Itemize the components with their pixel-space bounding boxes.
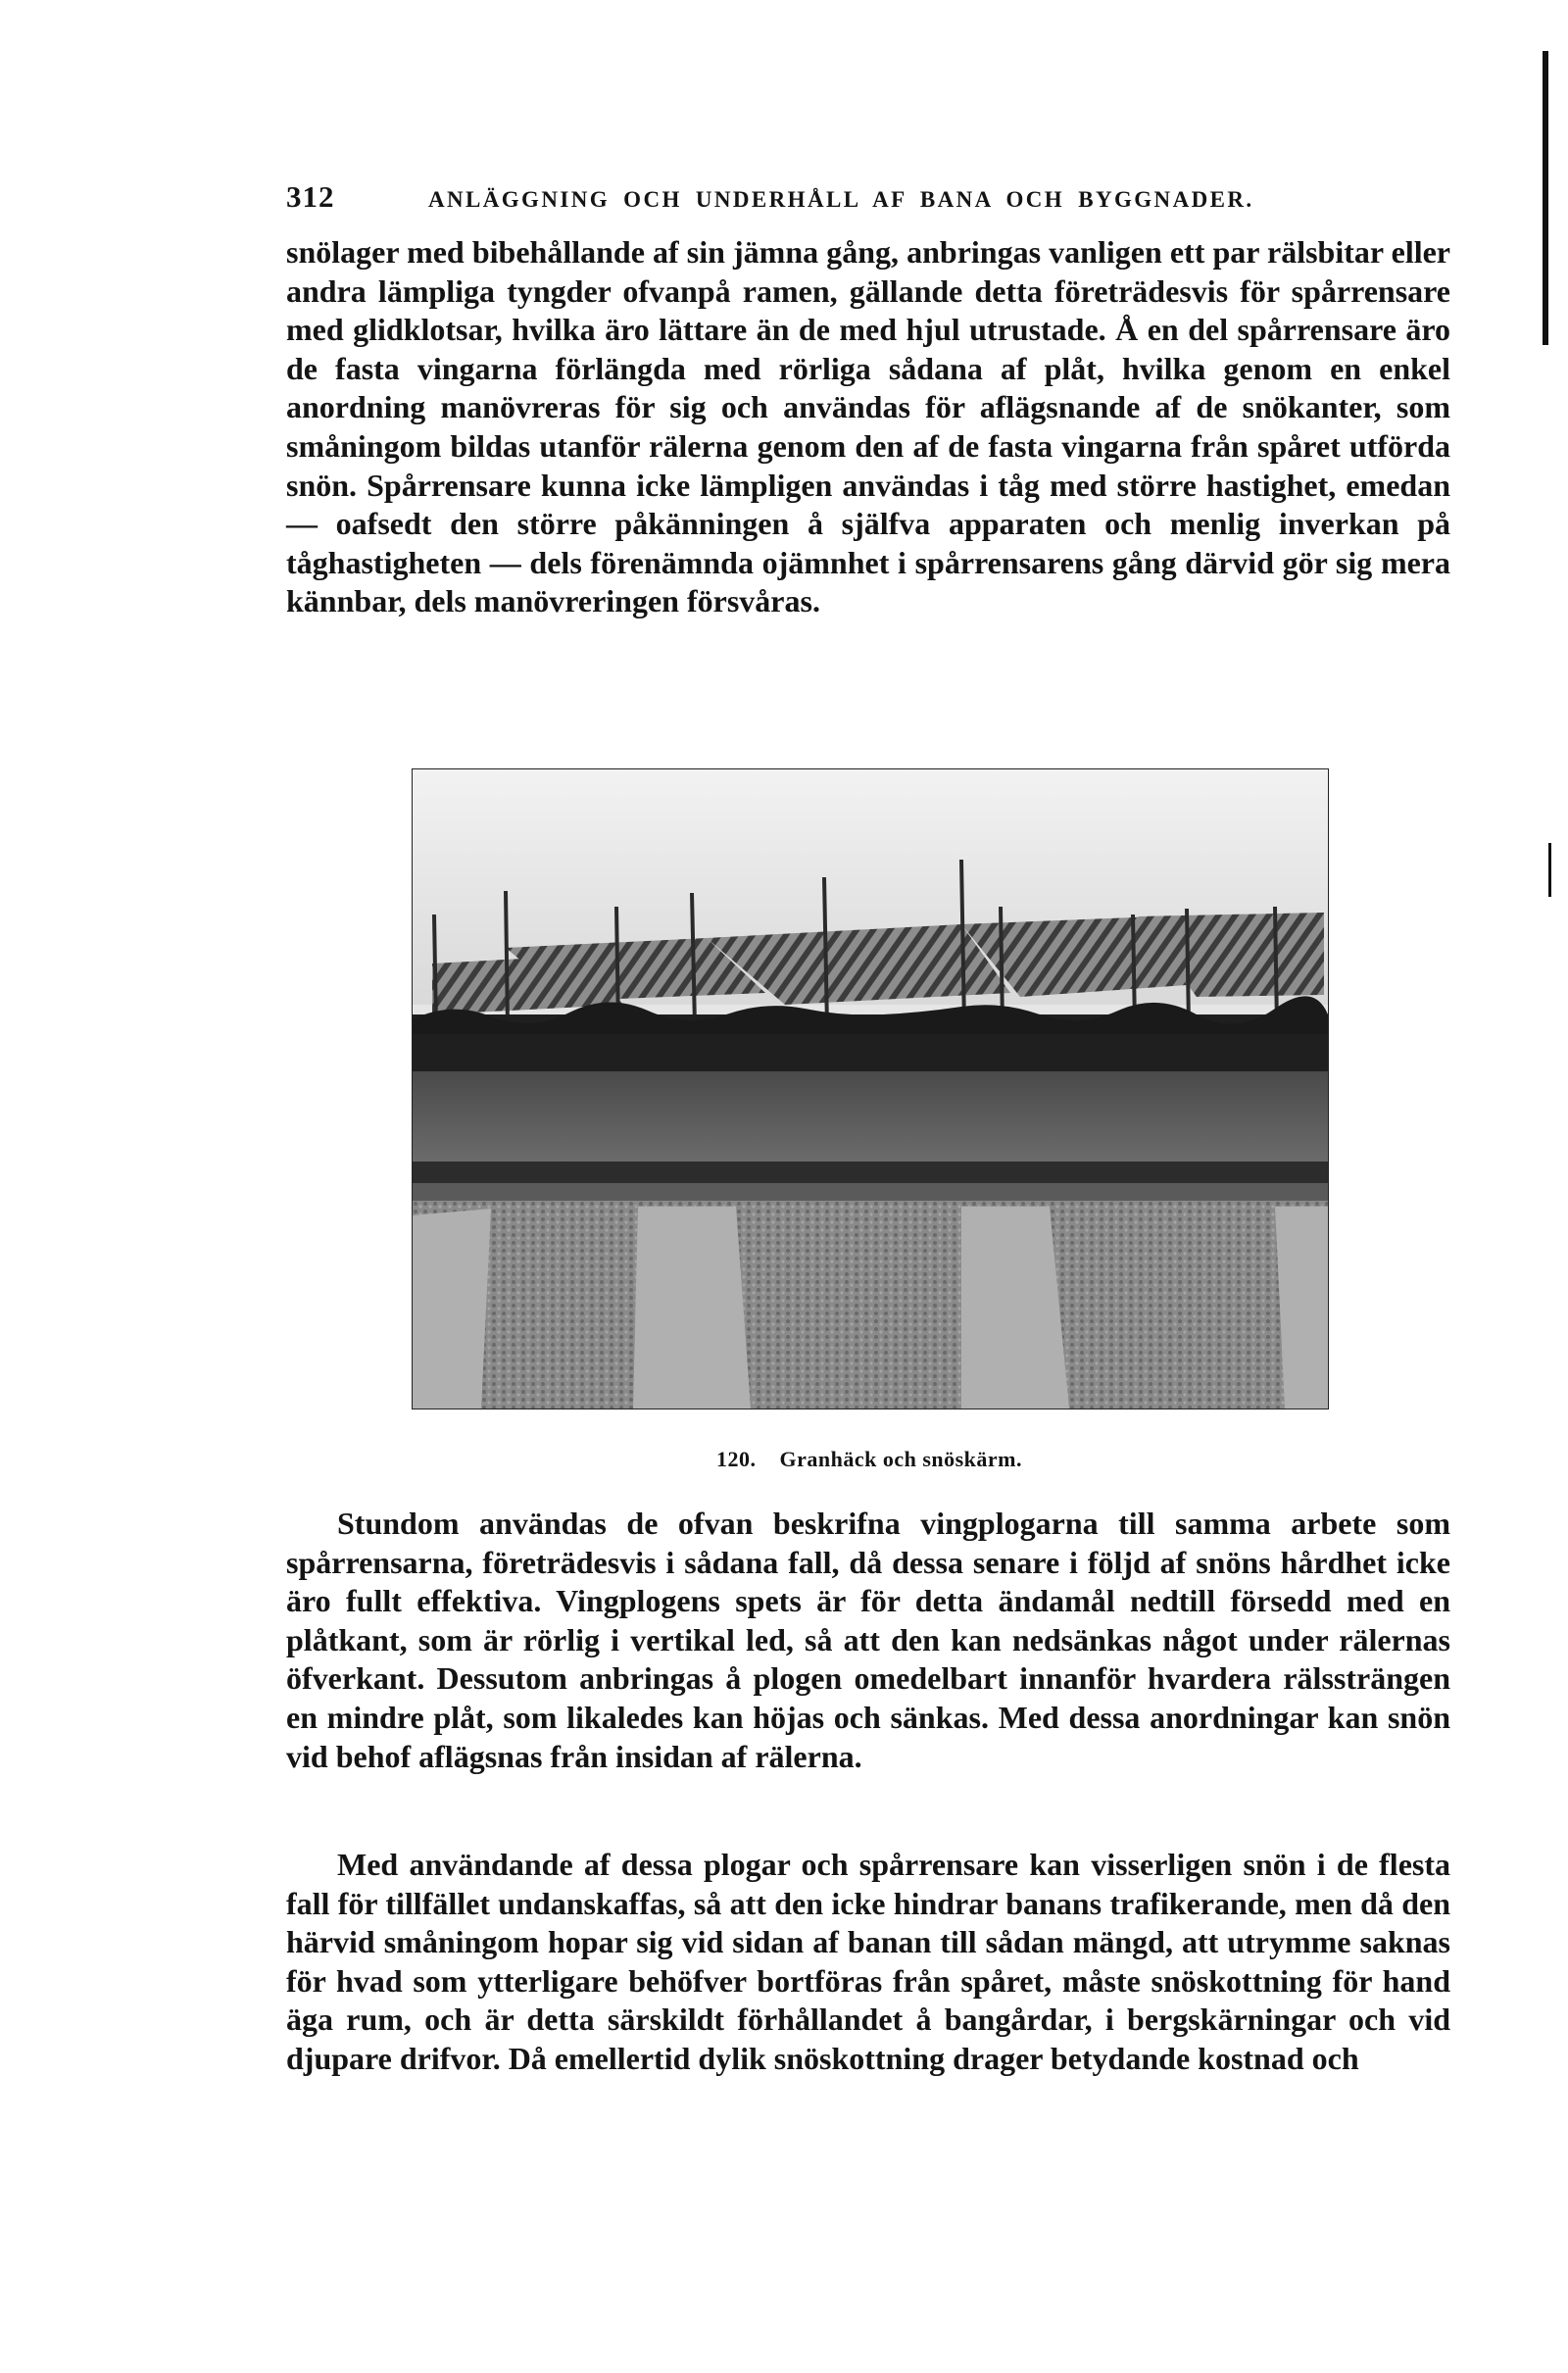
embankment (413, 1071, 1328, 1162)
figure-caption-text: Granhäck och snöskärm. (779, 1447, 1023, 1471)
paragraph-2: Stundom användas de ofvan beskrifna vingplogarna till samma arbete som spårrensarna, företrädesvis i sådana fall, då dessa senare i följd af snöns hårdhet icke äro fullt effektiva. Vingplogens spets är för detta ändamål nedtill försedd med en plåtkant, som är rörlig i vertikal led, så att den kan nedsänkas något under rälernas öfverkant. Dessutom anbringas å plogen omedelbart innanför hvardera rälssträngen en mindre plåt, som likaledes kan höjas och sänkas. Med dessa anordningar kan snön vid behof aflägsnas från insidan af rälerna. (286, 1506, 1450, 1774)
page-number: 312 (286, 179, 335, 214)
page-header (286, 179, 1364, 219)
figure-caption (412, 1447, 1327, 1472)
figure-photo (412, 768, 1329, 1409)
paragraph-1: snölager med bibehållande af sin jämna gång, anbringas vanligen ett par rälsbitar eller andra lämpliga tyngder ofvanpå ramen, gällande detta företrädesvis för spårrensare med glidklotsar, hvilka äro lättare än de med hjul utrustade. Å en del spårrensare äro de fasta vingarna förlängda med rörliga sådana af plåt, hvilka genom en enkel anordning manövreras för sig och användas för aflägsnande af de snökanter, som småningom bildas utanför rälerna genom den af de fasta vingarna från spåret utförda snön. Spårrensare kunna icke lämpligen användas i tåg med större hastighet, emedan — oafsedt den större påkänningen å själfva apparaten och menlig inverkan på tåghastigheten — dels förenämnda ojämnhet i spårrensarens gång därvid gör sig mera kännbar, dels manövreringen försvåras. (286, 234, 1450, 619)
photo-hedge-snow-fence (413, 769, 1328, 1409)
track-ballast (413, 1201, 1328, 1409)
scan-edge-mark (1548, 843, 1551, 897)
paragraph-3: Med användande af dessa plogar och spårrensare kan visserligen snön i de flesta fall för tillfället undanskaffas, så att den icke hindrar banans trafikerande, men då den härvid småningom hopar sig vid sidan af banan till sådan mängd, att utrymme saknas för hvad som ytterligare behöfver bortföras från spåret, måste snöskottning för hand äga rum, och är detta särskildt förhållandet å bangårdar, i bergskärningar och vid djupare drifvor. Då emellertid dylik snöskottning drager betydande kostnad och (286, 1847, 1450, 2076)
rail-far (413, 1162, 1328, 1183)
figure-number: 120. (715, 1447, 757, 1471)
running-head: ANLÄGGNING OCH UNDERHÅLL AF BANA OCH BYGGNADER. (428, 187, 1254, 212)
scan-edge-line (1543, 51, 1548, 345)
